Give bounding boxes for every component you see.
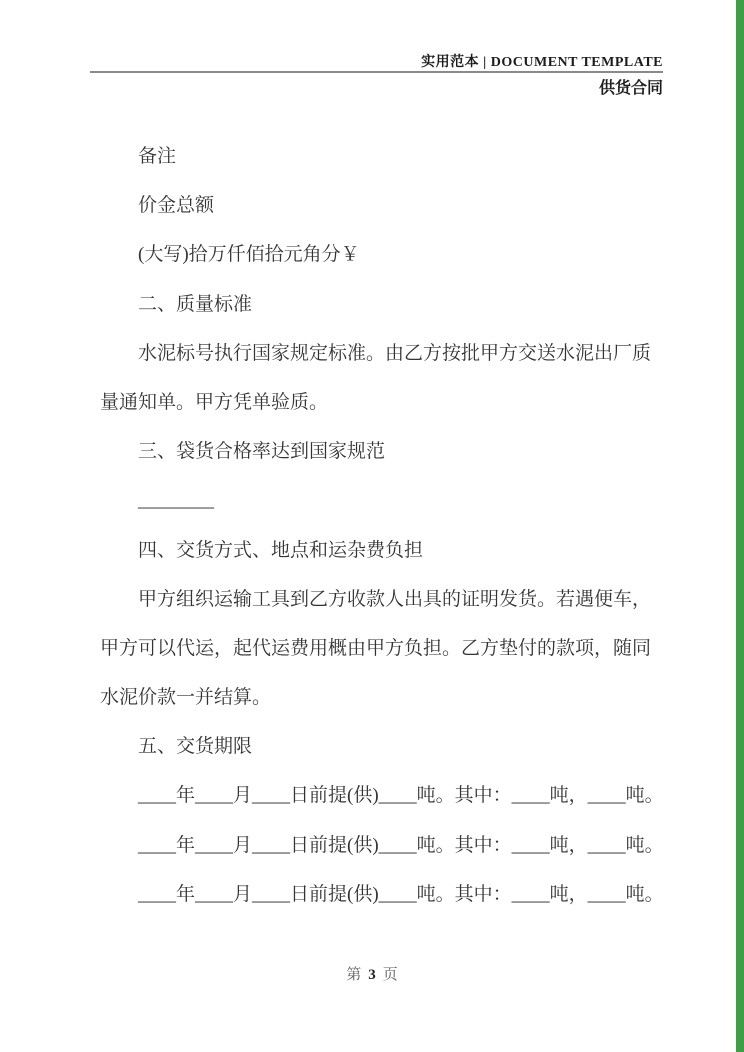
page-label-prefix: 第	[346, 967, 362, 983]
body-line-amount-words: (大写)拾万仟佰拾元角分￥	[138, 244, 360, 266]
section-heading-quality: 二、质量标准	[138, 293, 253, 315]
header-divider	[90, 71, 663, 73]
section-heading-pass-rate: 三、袋货合格率达到国家规范	[138, 441, 386, 463]
fill-in-delivery-line: ____年____月____日前提(供)____吨。其中：____吨，____吨。	[138, 785, 664, 807]
body-line: 甲方可以代运，起代运费用概由甲方负担。乙方垫付的款项，随同	[100, 637, 652, 659]
fill-in-delivery-line: ____年____月____日前提(供)____吨。其中：____吨，____吨。	[138, 834, 664, 856]
page-label-suffix: 页	[382, 967, 398, 983]
brand-header: 实用范本 | DOCUMENT TEMPLATE	[421, 55, 663, 70]
body-line-price-total: 价金总额	[138, 195, 215, 217]
body-line: 水泥价款一并结算。	[100, 687, 272, 709]
document-body	[100, 132, 665, 919]
right-accent-bar	[736, 0, 744, 1052]
blank-underscore-line: ________	[138, 490, 214, 512]
section-heading-delivery-method: 四、交货方式、地点和运杂费负担	[138, 539, 424, 561]
body-line: 量通知单。甲方凭单验质。	[100, 391, 329, 413]
body-line: 水泥标号执行国家规定标准。由乙方按批甲方交送水泥出厂质	[138, 342, 652, 364]
fill-in-delivery-line: ____年____月____日前提(供)____吨。其中：____吨，____吨。	[138, 883, 664, 905]
document-title: 供货合同	[598, 80, 663, 97]
body-line-remark: 备注	[138, 146, 177, 167]
page-number: 3	[368, 967, 376, 983]
body-line: 甲方组织运输工具到乙方收款人出具的证明发货。若遇便车，	[138, 588, 652, 610]
section-heading-delivery-term: 五、交货期限	[138, 736, 253, 758]
page-footer	[0, 963, 744, 984]
